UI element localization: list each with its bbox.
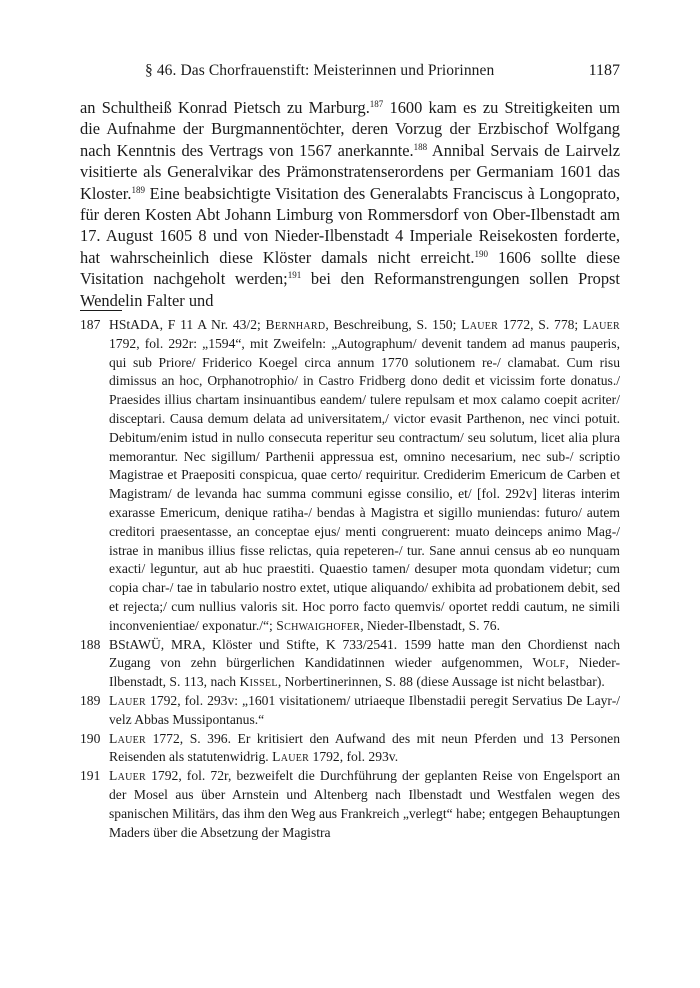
running-head: § 46. Das Chorfrauenstift: Meisterinnen und Priorinnen <box>145 62 495 79</box>
footnote-191 <box>80 767 620 842</box>
footnote-188 <box>80 636 620 692</box>
author-name: Lauer <box>582 317 620 332</box>
footnote-ref-188: 188 <box>413 141 428 152</box>
text-segment: , Nieder-Ilbenstadt, S. 76. <box>360 617 500 633</box>
main-paragraph <box>80 97 620 311</box>
author-name: Lauer <box>109 730 147 746</box>
text-segment: BStAWÜ, MRA, Klöster und Stifte, K 733/2541. 1599 hatte man den Chordienst nach Zugang von zehn bürgerlichen Kandidatinnen wieder aufgenommen, <box>109 636 620 671</box>
footnote-ref-191: 191 <box>287 270 302 281</box>
author-name: Schwaighofer <box>276 617 361 633</box>
footnote-text <box>109 316 620 636</box>
author-name: Lauer <box>272 749 310 765</box>
author-name: Kissel <box>239 674 278 690</box>
author-name: Wolf <box>532 655 566 671</box>
text-segment: 1792, fol. 292r: „1594“, mit Zweifeln: „Autographum/ devenit tandem ad manus pauperis, qui sub Priore/ Friderico Koegel circa annum 1770 solutionem re-/ clamabat. Cum risu dimissus an hoc, Orphanotrophio/ in Castro Fridberg dono dedit et vicissim forte donatus./ Praesides illius chartam insinuantibus eandem/ tulere repulsam et mox calamo coepit acriter/ disceptari. Causa demum delata ad universitatem,/ victor evasit Parthenon, nec vinci potuit. Debitum/enim istud in nullo consecuta reperitur seu contractum/ seu solutum, licet alia plura memorantur. Nec sigillum/ Parthenii appressua est, omnino necesarium, nec sub-/ scriptio Magistrae et Praepositi conspicua, quae certo/ requiritur. Crediderim Emericum de Carben et Magistram/ de levanda hac summa communi egisse consilio, et/ [fol. 292v] literas interim exarasse Emericum, denique ratiha-/ bendas à Magistra et sigillo muniendas: futuro/ autem creditori praesentasse, an conceptae ejus/ menti congruerent: muato deinceps animo Mag-/ istrae in manibus illius fisse relictas, quia repeteren-/ tur. Sane annui census ab eo nunquam exacti/ leguntur, aut ab huc praestiti. Quaestio tamen/ desuper mota quondam videtur; cum copia char-/ tae in tabulario nostro extet, utique aliquando/ exhibita ad probationem debit, sed et rejecta;/ cum nullius valoris sit. Hoc porro facto quemvis/ oportet reddi cautum, ne simili inconvenientiae/ exponatur./“; <box>109 335 620 633</box>
footnote-separator <box>80 310 122 311</box>
footnote-187 <box>80 316 620 636</box>
footnote-number: 190 <box>80 730 101 746</box>
text-segment: 1792, fol. 293v. <box>309 749 399 765</box>
text-segment: 1606 sollte diese Visitation nachgeholt werden; <box>80 247 620 289</box>
footnote-ref-190: 190 <box>474 248 489 259</box>
footnote-number: 188 <box>80 636 101 652</box>
text-segment: 1772, S. 778; <box>498 317 583 332</box>
text-segment: Eine beabsichtigte Visitation des Generalabts Franciscus à Longoprato, für deren Kosten Abt Johann Limburg von Rommersdorf von Ober-Ilbenstadt am 17. August 1605 8 und von Nieder-Ilbenstadt 4 Imperiale Reisekosten forderte, hat wahrscheinlich diese Klöster damals nicht erreicht. <box>80 183 620 267</box>
footnote-text <box>109 730 620 768</box>
footnote-190 <box>80 730 620 768</box>
text-segment: 1792, fol. 293v: „1601 visitationem/ utriaeque Ilbenstadii peregit Servatius De Layr-/ velz Abbas Mussipontanus.“ <box>109 692 620 727</box>
footnote-number: 189 <box>80 692 101 708</box>
footnote-text <box>109 692 620 730</box>
page-header <box>80 62 620 82</box>
footnote-number: 187 <box>80 317 101 332</box>
author-name: Lauer <box>109 692 147 708</box>
text-segment: 1772, S. 396. Er kritisiert den Aufwand des mit neun Pferden und 13 Personen Reisenden als statutenwidrig. <box>109 730 620 765</box>
text-segment: , Beschreibung, S. 150; <box>325 317 462 332</box>
text-segment: 1792, fol. 72r, bezweifelt die Durchführung der geplanten Reise von Engelsport an der Mosel aus über Arnstein und Altenberg nach Ilbenstadt und Westfalen wegen des spanischen Militärs, das ihm den Weg aus Frankreich „verlegt“ habe; entgegen Behauptungen Maders über die Absetzung der Magistra <box>109 768 620 840</box>
footnote-ref-189: 189 <box>131 184 145 195</box>
text-segment: bei den Reformanstrengungen sollen Propst Wendelin Falter und <box>80 269 620 310</box>
text-segment: , Norbertinerinnen, S. 88 (diese Aussage ist nicht belastbar). <box>277 674 605 690</box>
footnote-number: 191 <box>80 768 101 784</box>
text-segment: 1600 kam es zu Streitigkeiten um die Aufnahme der Burgmannentöchter, deren Vorzug der Erzbischof Wolfgang nach Kenntnis des Vertrags von 1567 anerkannte. <box>80 98 620 160</box>
text-segment: , Nieder-Ilbenstadt, S. 113, nach <box>109 655 620 690</box>
footnotes <box>80 316 620 842</box>
footnote-189 <box>80 692 620 730</box>
text-segment: an Schultheiß Konrad Pietsch zu Marburg. <box>80 98 370 117</box>
page-number: 1187 <box>588 62 620 79</box>
text-segment: HStADA, F 11 A Nr. 43/2; <box>109 317 266 332</box>
author-name: Lauer <box>109 768 147 784</box>
author-name: Lauer <box>461 317 499 332</box>
footnote-text <box>109 767 620 842</box>
footnote-ref-187: 187 <box>369 99 384 110</box>
author-name: Bernhard <box>265 317 326 332</box>
text-segment: Annibal Servais de Lairvelz visitierte als Generalvikar des Prämonstratenserordens per Germaniam 1601 das Kloster. <box>80 140 620 203</box>
main-text <box>80 97 620 311</box>
footnote-text <box>109 636 620 692</box>
